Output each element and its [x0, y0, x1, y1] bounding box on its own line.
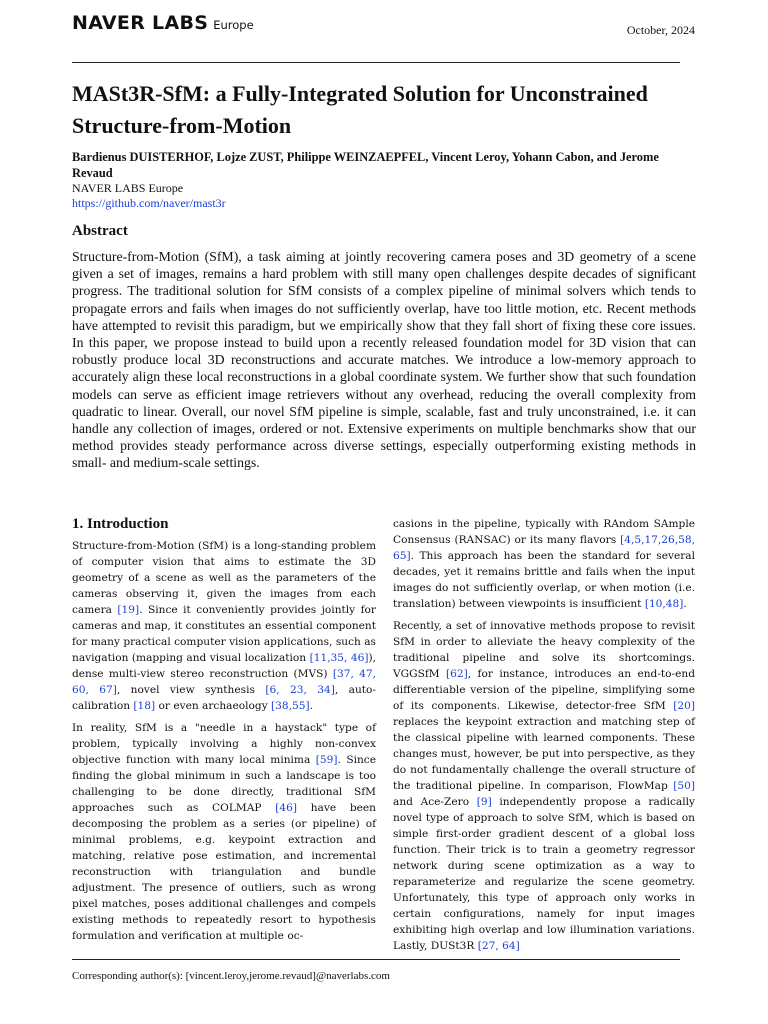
citation-link[interactable]: [62] [446, 668, 468, 680]
citation-link[interactable]: [38,55] [271, 700, 310, 712]
paragraph [393, 516, 695, 612]
paragraph-text: and Ace-Zero [393, 796, 477, 808]
corresponding-authors: Corresponding author(s): [vincent.leroy,jerome.revaud]@naverlabs.com [72, 970, 390, 982]
citation-link[interactable]: [4,5,17,26,58, 65] [393, 534, 695, 562]
author-list: Bardienus DUISTERHOF, Lojze ZUST, Philippe WEINZAEPFEL, Vincent Leroy, Yohann Cabon, and Jerome Revaud [72, 150, 659, 180]
citation-link[interactable]: [11,35, 46] [309, 652, 369, 664]
paragraph [72, 720, 376, 944]
paragraph-text: replaces the keypoint extraction and matching step of the classical pipeline with learned components. These changes must, however, be put into perspective, as they do not fundamentally challenge the overall structure of the traditional pipeline. In comparison, FlowMap [393, 716, 695, 792]
section-heading-introduction: 1. Introduction [72, 516, 169, 532]
logo-sub-text: Europe [213, 18, 254, 32]
header-divider [72, 62, 680, 63]
citation-link[interactable]: [9] [476, 796, 492, 808]
intro-column-right [393, 516, 695, 960]
paragraph-text: . Since finding the global minimum in such a landscape is too challenging to be done directly, traditional SfM approaches such as COLMAP [72, 754, 376, 814]
paragraph-text: casions in the pipeline, typically with RAndom SAmple Consensus (RANSAC) or its many flavors [393, 518, 695, 546]
paragraph-text: . [683, 598, 687, 610]
paragraph [72, 538, 376, 714]
abstract-heading: Abstract [72, 223, 128, 239]
paragraph-text: Recently, a set of innovative methods propose to revisit SfM in order to alleviate the heavy complexity of the traditional pipeline and solve its shortcomings. VGGSfM [393, 620, 695, 680]
intro-right-paragraphs [393, 516, 695, 954]
intro-left-paragraphs [72, 538, 376, 944]
paragraph-text: , for instance, introduces an end-to-end differentiable version of the pipeline, simplifying some of its components. Likewise, detector-free SfM [393, 668, 696, 712]
paragraph-text: , novel view synthesis [116, 684, 266, 696]
repository-link[interactable]: https://github.com/naver/mast3r [72, 196, 226, 210]
citation-link[interactable]: [37, 47, 60, 67] [72, 668, 376, 696]
logo-main-text: NAVER LABS [72, 12, 209, 34]
paragraph-text: In reality, SfM is a "needle in a haystack" type of problem, typically involving a highly non-convex objective function with many local minima [72, 722, 376, 766]
affiliation: NAVER LABS Europe [72, 181, 184, 195]
abstract-text: Structure-from-Motion (SfM), a task aiming at jointly recovering camera poses and 3D geometry of a scene given a set of images, remains a hard problem with still many open challenges despite decades of significant progress. The traditional solution for SfM consists of a complex pipeline of minimal solvers which tends to propagate errors and fails when images do not sufficiently overlap, have too little motion, etc. Recent methods have attempted to revisit this paradigm, but we empirically show that they fall short of fixing these core issues. In this paper, we propose instead to build upon a recently released foundation model for 3D vision that can robustly produce local 3D reconstructions and accurate matches. We introduce a low-memory approach to accurately align these local reconstructions in a global coordinate system. We further show that such foundation models can serve as efficient image retrievers without any overhead, reducing the overall complexity from quadratic to linear. Overall, our novel SfM pipeline is simple, scalable, fast and truly unconstrained, i.e. it can handle any collection of images, ordered or not. Extensive experiments on multiple benchmarks show that our method provides steady performance across diverse settings, especially outperforming existing methods in small- and medium-scale settings. [72, 249, 696, 471]
paper-title: MASt3R-SfM: a Fully-Integrated Solution for Unconstrained Structure-from-Motion [72, 81, 648, 138]
publication-date: October, 2024 [626, 23, 695, 37]
citation-link[interactable]: [50] [673, 780, 695, 792]
paragraph-text: independently propose a radically novel type of approach to solve SfM, which is based on simple first-order gradient descent of a global loss function. Their trick is to train a geometry regressor network during scene optimization as a way to reparameterize and regularize the scene geometry. Unfortunately, this type of approach only works in certain configurations, namely for input images exhibiting high overlap and low illumination variations. Lastly, DUSt3R [393, 796, 695, 952]
citation-link[interactable]: [19] [117, 604, 140, 616]
paragraph [393, 618, 695, 954]
citation-link[interactable]: [46] [275, 802, 297, 814]
citation-link[interactable]: [59] [315, 754, 338, 766]
citation-link[interactable]: [18] [133, 700, 156, 712]
paragraph-text: . Since it conveniently provides jointly for cameras and map, it constitutes an essential component for many practical computer vision applications, such as navigation (mapping and visual localization [72, 604, 376, 664]
citation-link[interactable]: [20] [673, 700, 695, 712]
citation-link[interactable]: [27, 64] [477, 940, 520, 952]
paragraph-text: , auto-calibration [72, 684, 376, 712]
citation-link[interactable]: [10,48] [644, 598, 684, 610]
intro-column-left [72, 514, 376, 950]
citation-link[interactable]: [6, 23, 34] [265, 684, 335, 696]
paragraph-text: . [309, 700, 314, 712]
paragraph-text: have been decomposing the problem as a series (or pipeline) of minimal problems, e.g. keypoint extraction and matching, relative pose estimation, and incremental reconstruction with triangulation and bundle adjustment. The presence of outliers, such as wrong pixel matches, poses additional challenges and compels existing methods to repeatedly resort to hypothesis formulation and verification at multiple oc- [72, 802, 376, 942]
naver-labs-logo [72, 12, 254, 34]
footer-divider [72, 959, 680, 960]
paragraph-text: or even archaeology [155, 700, 272, 712]
paragraph-text: ), dense multi-view stereo reconstruction (MVS) [72, 652, 376, 680]
paragraph-text: . This approach has been the standard for several decades, yet it remains brittle and fails when the input images do not sufficiently overlap, or when motion (i.e. translation) between viewpoints is insufficient [393, 550, 695, 610]
paragraph-text: Structure-from-Motion (SfM) is a long-standing problem of computer vision that aims to estimate the 3D geometry of a scene as well as the parameters of the cameras observing it, given the images from each camera [72, 540, 376, 616]
